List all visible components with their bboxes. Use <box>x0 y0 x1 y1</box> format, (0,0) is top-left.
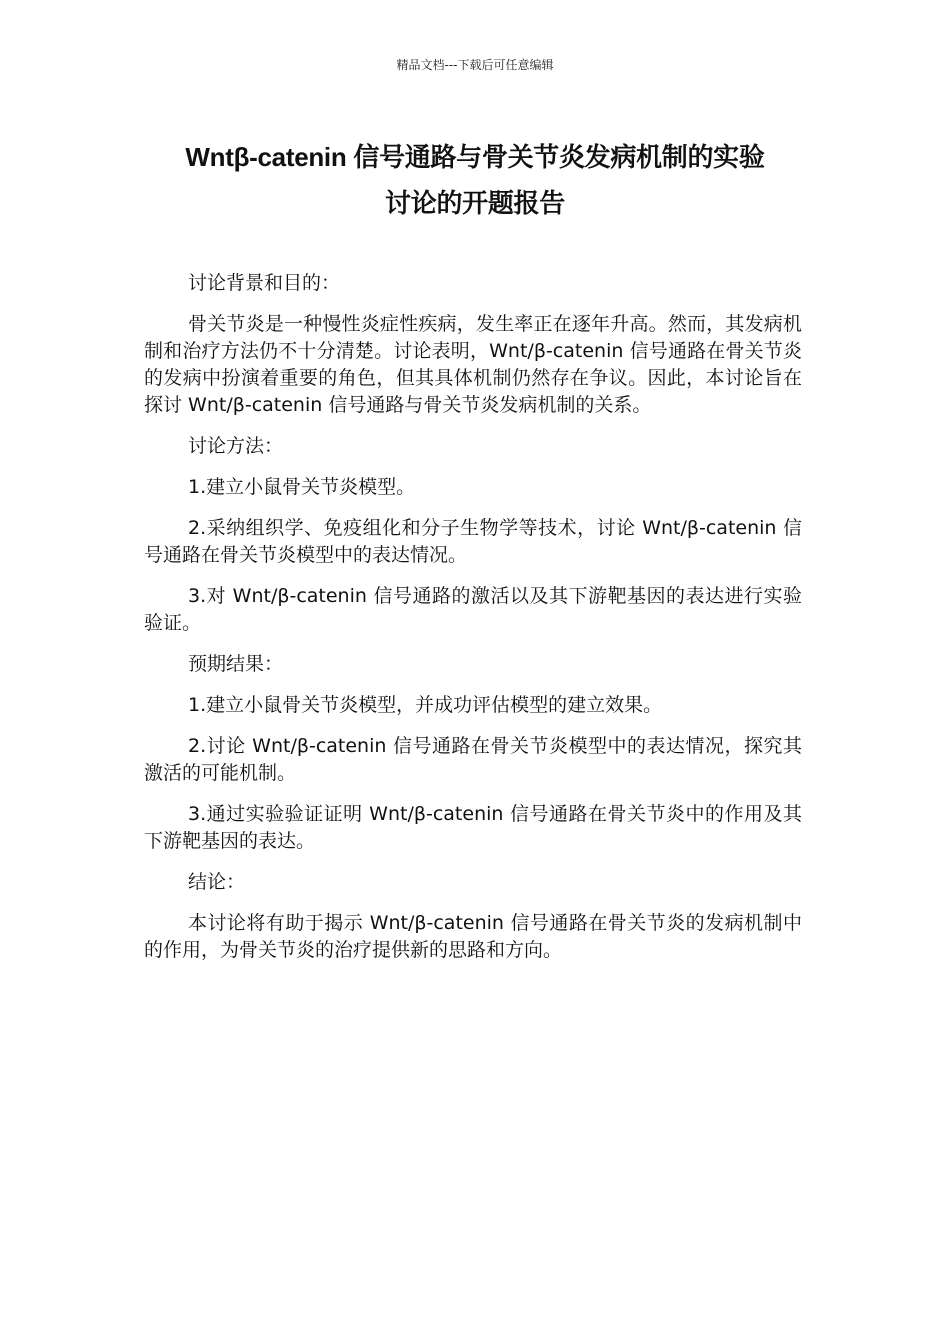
list-item-result-2: 2.讨论 Wnt/β-catenin 信号通路在骨关节炎模型中的表达情况，探究其激活的可能机制。 <box>144 735 802 784</box>
title-line-2: 讨论的开题报告 <box>385 188 565 218</box>
paragraph-conclusion: 本讨论将有助于揭示 Wnt/β-catenin 信号通路在骨关节炎的发病机制中的作用，为骨关节炎的治疗提供新的思路和方向。 <box>144 912 802 961</box>
header-note: 精品文档---下载后可任意编辑 <box>396 58 554 72</box>
list-item-result-3: 3.通过实验验证证明 Wnt/β-catenin 信号通路在骨关节炎中的作用及其下游靶基因的表达。 <box>144 803 802 852</box>
section-heading-conclusion: 结论： <box>188 871 246 893</box>
list-item-method-2: 2.采纳组织学、免疫组化和分子生物学等技术，讨论 Wnt/β-catenin 信号通路在骨关节炎模型中的表达情况。 <box>144 517 802 566</box>
list-item-method-1: 1.建立小鼠骨关节炎模型。 <box>188 476 416 498</box>
list-item-result-1: 1.建立小鼠骨关节炎模型，并成功评估模型的建立效果。 <box>188 694 663 716</box>
paragraph-background: 骨关节炎是一种慢性炎症性疾病，发生率正在逐年升高。然而，其发病机制和治疗方法仍不十分清楚。讨论表明，Wnt/β-catenin 信号通路在骨关节炎的发病中扮演着重要的角色，但其具体机制仍然存在争议。因此，本讨论旨在探讨 Wnt/β-catenin 信号通路与骨关节炎发病机制的关系。 <box>144 313 802 416</box>
section-heading-results: 预期结果： <box>188 653 284 675</box>
document-title <box>120 134 830 226</box>
title-line-1: Wntβ-catenin 信号通路与骨关节炎发病机制的实验 <box>185 142 765 172</box>
section-heading-methods: 讨论方法： <box>188 435 284 457</box>
document-body <box>144 270 802 978</box>
list-item-method-3: 3.对 Wnt/β-catenin 信号通路的激活以及其下游靶基因的表达进行实验验证。 <box>144 585 802 634</box>
section-heading-background: 讨论背景和目的： <box>188 272 341 294</box>
